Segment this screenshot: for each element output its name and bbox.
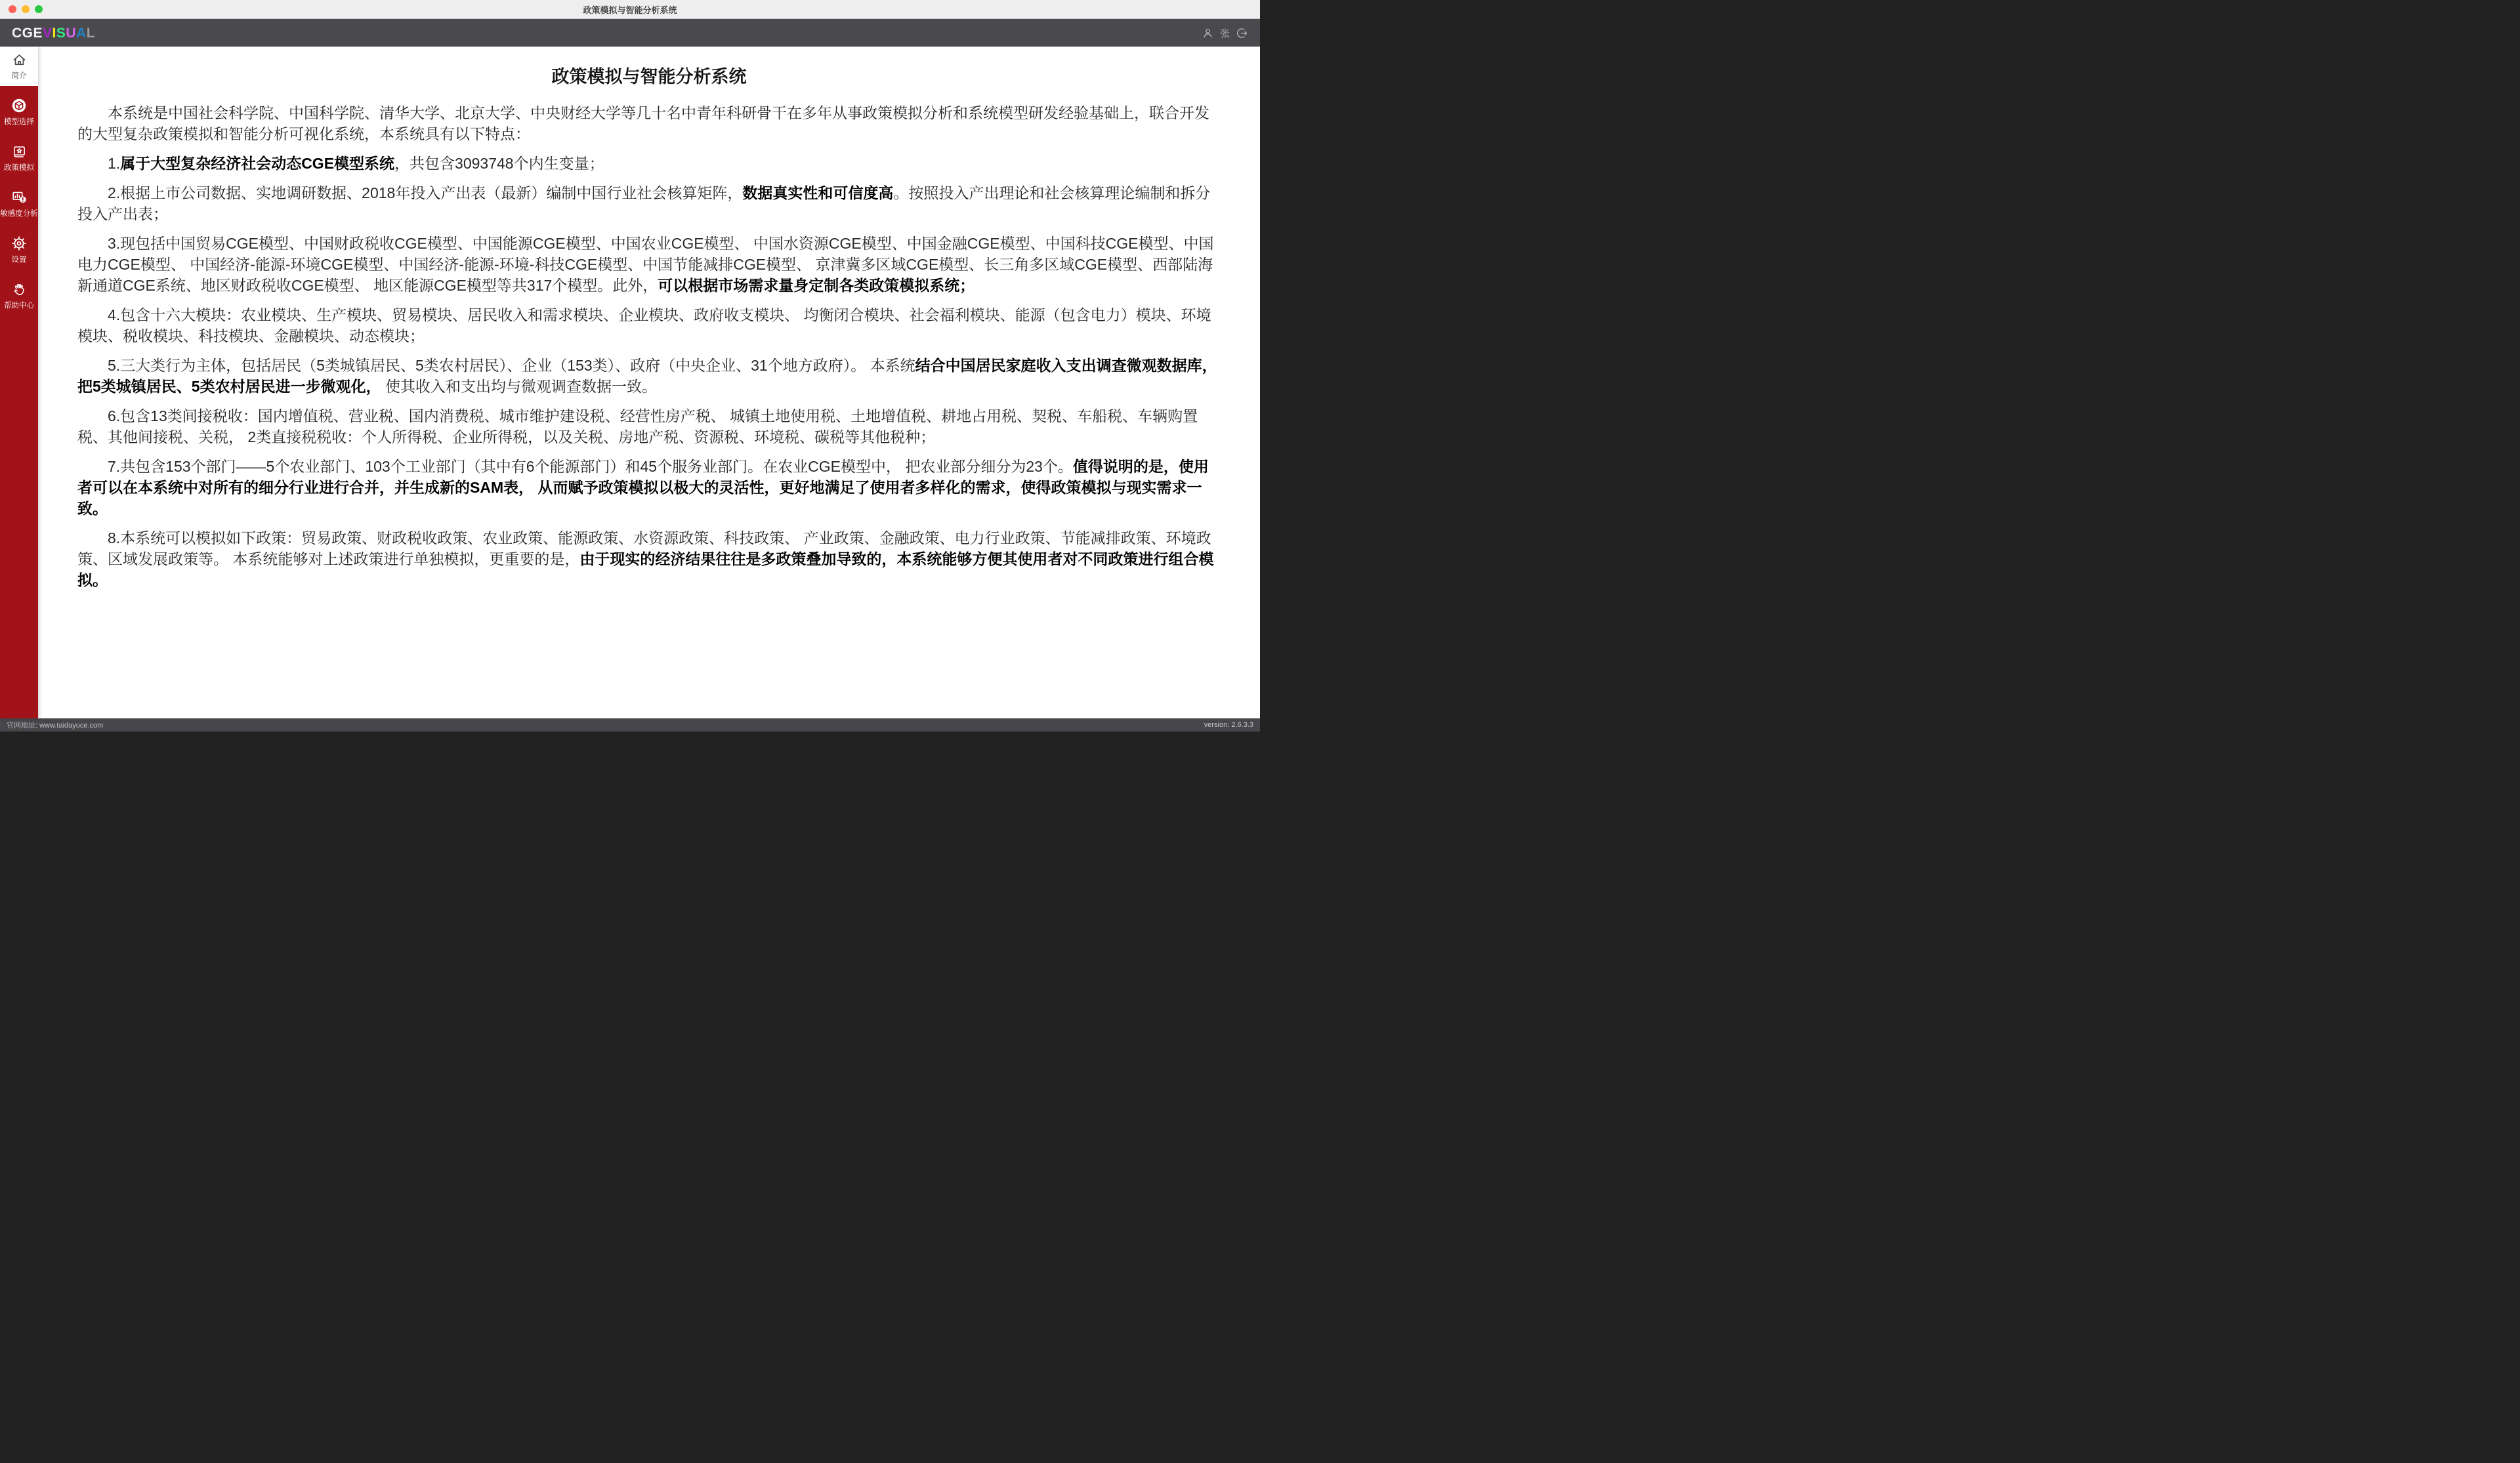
feature-paragraph bbox=[77, 405, 1221, 447]
paragraph-bold-text: 属于大型复杂经济社会动态CGE模型系统 bbox=[120, 155, 395, 172]
paragraph-text: 5.三大类行为主体，包括居民（5类城镇居民、5类农村居民）、企业（153类）、政府（中央企业、31个地方政府）。 本系统 bbox=[108, 357, 915, 374]
traffic-lights bbox=[9, 0, 43, 18]
sidebar-item-label: 简介 bbox=[11, 72, 27, 80]
user-area bbox=[1202, 26, 1248, 40]
gear-icon bbox=[11, 236, 27, 251]
logo-letter: G bbox=[22, 25, 33, 41]
logo-letter: S bbox=[56, 25, 66, 41]
paragraph-text: 8.本系统可以模拟如下政策：贸易政策、财政税收政策、农业政策、能源政策、水资源政策、科技政策、 产业政策、金融政策、电力行业政策、节能减排政策、环境政策、区域发展政策等。 本系统能够对上述政策进行单独模拟，更重要的是， bbox=[77, 529, 1211, 567]
macos-titlebar bbox=[0, 0, 1260, 19]
logo-letter: L bbox=[86, 25, 96, 41]
sidebar-item-intro[interactable] bbox=[0, 47, 38, 86]
feature-paragraph bbox=[77, 304, 1221, 346]
paragraph-text: 。按照投入产出理论和社会核算理论编制和拆分投入产出表； bbox=[77, 184, 1211, 222]
body-row bbox=[0, 47, 1260, 718]
app-logo bbox=[12, 26, 95, 40]
paragraph-text: 4.包含十六大模块：农业模块、生产模块、贸易模块、居民收入和需求模块、企业模块、政府收支模块、 均衡闭合模块、社会福利模块、能源（包含电力）模块、环境模块、税收模块、科技模块、金融模块、动态模块； bbox=[77, 306, 1211, 344]
home-icon bbox=[12, 52, 27, 68]
sidebar-item-policy-sim[interactable] bbox=[0, 138, 38, 178]
paragraph-text: 3.现包括中国贸易CGE模型、中国财政税收CGE模型、中国能源CGE模型、中国农业CGE模型、 中国水资源CGE模型、中国金融CGE模型、中国科技CGE模型、中国电力CGE模型、 中国经济-能源-环境CGE模型、中国经济-能源-环境-科技CGE模型、中国节能减排CGE模型、 京津冀多区域CGE模型、长三角多区域CGE模型、西部陆海新通道CGE系统、地区财政税收CGE模型、 地区能源CGE模型等共317个模型。此外， bbox=[77, 235, 1214, 294]
app-version: version: 2.6.3.3 bbox=[1204, 721, 1253, 729]
sidebar-item-label: 帮助中心 bbox=[4, 302, 34, 310]
window-title: 政策模拟与智能分析系统 bbox=[583, 5, 677, 15]
paragraph-text: 7.共包含153个部门——5个农业部门、103个工业部门（其中有6个能源部门）和45个服务业部门。在农业CGE模型中， 把农业部分细分为23个。 bbox=[108, 458, 1073, 475]
feature-paragraph bbox=[77, 102, 1221, 144]
help-hand-icon bbox=[12, 281, 27, 297]
app-navbar bbox=[0, 19, 1260, 47]
logo-letter: V bbox=[43, 25, 52, 41]
sidebar-item-model-select[interactable] bbox=[0, 93, 38, 132]
feature-paragraph bbox=[77, 153, 1221, 174]
paragraph-bold-text: 值得说明的是，使用者可以在本系统中对所有的细分行业进行合并，并生成新的SAM表， 从而赋予政策模拟以极大的灵活性，更好地满足了使用者多样化的需求，使得政策模拟与现实需求一致。 bbox=[77, 458, 1209, 517]
feature-paragraph bbox=[77, 233, 1221, 296]
main-content bbox=[38, 47, 1260, 718]
site-url: 官网地址: www.taidayuce.com bbox=[7, 722, 104, 730]
window-zoom-button[interactable] bbox=[35, 5, 43, 13]
app-window bbox=[0, 0, 1260, 732]
window-close-button[interactable] bbox=[9, 5, 16, 13]
intro-paragraphs bbox=[77, 102, 1221, 590]
logout-icon[interactable] bbox=[1236, 27, 1248, 39]
user-name: 张 bbox=[1219, 28, 1230, 39]
page-title: 政策模拟与智能分析系统 bbox=[551, 67, 747, 87]
sidebar-item-label: 设置 bbox=[11, 256, 27, 264]
sensitivity-chart-icon bbox=[11, 190, 27, 205]
paragraph-bold-text: 数据真实性和可信度高 bbox=[742, 184, 894, 201]
paragraph-bold-text: 结合中国居民家庭收入支出调查微观数据库，把5类城镇居民、5类农村居民进一步微观化， bbox=[77, 357, 1217, 395]
user-icon bbox=[1202, 27, 1214, 39]
feature-paragraph bbox=[77, 355, 1221, 397]
paragraph-bold-text: 可以根据市场需求量身定制各类政策模拟系统； bbox=[658, 277, 975, 294]
model-cube-icon bbox=[11, 98, 27, 113]
paragraph-text: 2.根据上市公司数据、实地调研数据、2018年投入产出表（最新）编制中国行业社会核算矩阵， bbox=[108, 184, 743, 201]
paragraph-text: 本系统是中国社会科学院、中国科学院、清华大学、北京大学、中央财经大学等几十名中青年科研骨干在多年从事政策模拟分析和系统模型研发经验基础上，联合开发的大型复杂政策模拟和智能分析可视化系统，本系统具有以下特点： bbox=[77, 104, 1209, 142]
logo-letter: A bbox=[76, 25, 87, 41]
sidebar-item-label: 模型选择 bbox=[4, 118, 34, 126]
paragraph-text: 6.包含13类间接税收：国内增值税、营业税、国内消费税、城市维护建设税、经营性房产税、 城镇土地使用税、土地增值税、耕地占用税、契税、车船税、车辆购置税、其他间接税、关税， 2类直接税税收：个人所得税、企业所得税，以及关税、房地产税、资源税、环境税、碳税等其他税种； bbox=[77, 407, 1198, 445]
sidebar-item-label: 敏感度分析 bbox=[0, 210, 38, 218]
paragraph-bold-text: 由于现实的经济结果往往是多政策叠加导致的，本系统能够方便其使用者对不同政策进行组合模拟。 bbox=[77, 550, 1214, 588]
feature-paragraph bbox=[77, 182, 1221, 224]
paragraph-text: 1. bbox=[108, 155, 121, 172]
feature-paragraph bbox=[77, 456, 1221, 519]
sidebar-item-sensitivity[interactable] bbox=[0, 184, 38, 224]
sidebar-item-help[interactable] bbox=[0, 276, 38, 316]
logo-letter: E bbox=[33, 25, 43, 41]
sidebar-item-label: 政策模拟 bbox=[4, 164, 34, 172]
paragraph-text: 使其收入和支出均与微观调查数据一致。 bbox=[381, 378, 657, 395]
status-bar bbox=[0, 718, 1260, 732]
sidebar bbox=[0, 47, 38, 718]
paragraph-text: ，共包含3093748个内生变量； bbox=[394, 155, 604, 172]
logo-letter: U bbox=[66, 25, 77, 41]
logo-letter: C bbox=[12, 25, 22, 41]
policy-book-icon bbox=[12, 144, 27, 159]
sidebar-item-settings[interactable] bbox=[0, 230, 38, 270]
logo-letter: I bbox=[52, 25, 56, 41]
feature-paragraph bbox=[77, 527, 1221, 590]
window-minimize-button[interactable] bbox=[22, 5, 30, 13]
